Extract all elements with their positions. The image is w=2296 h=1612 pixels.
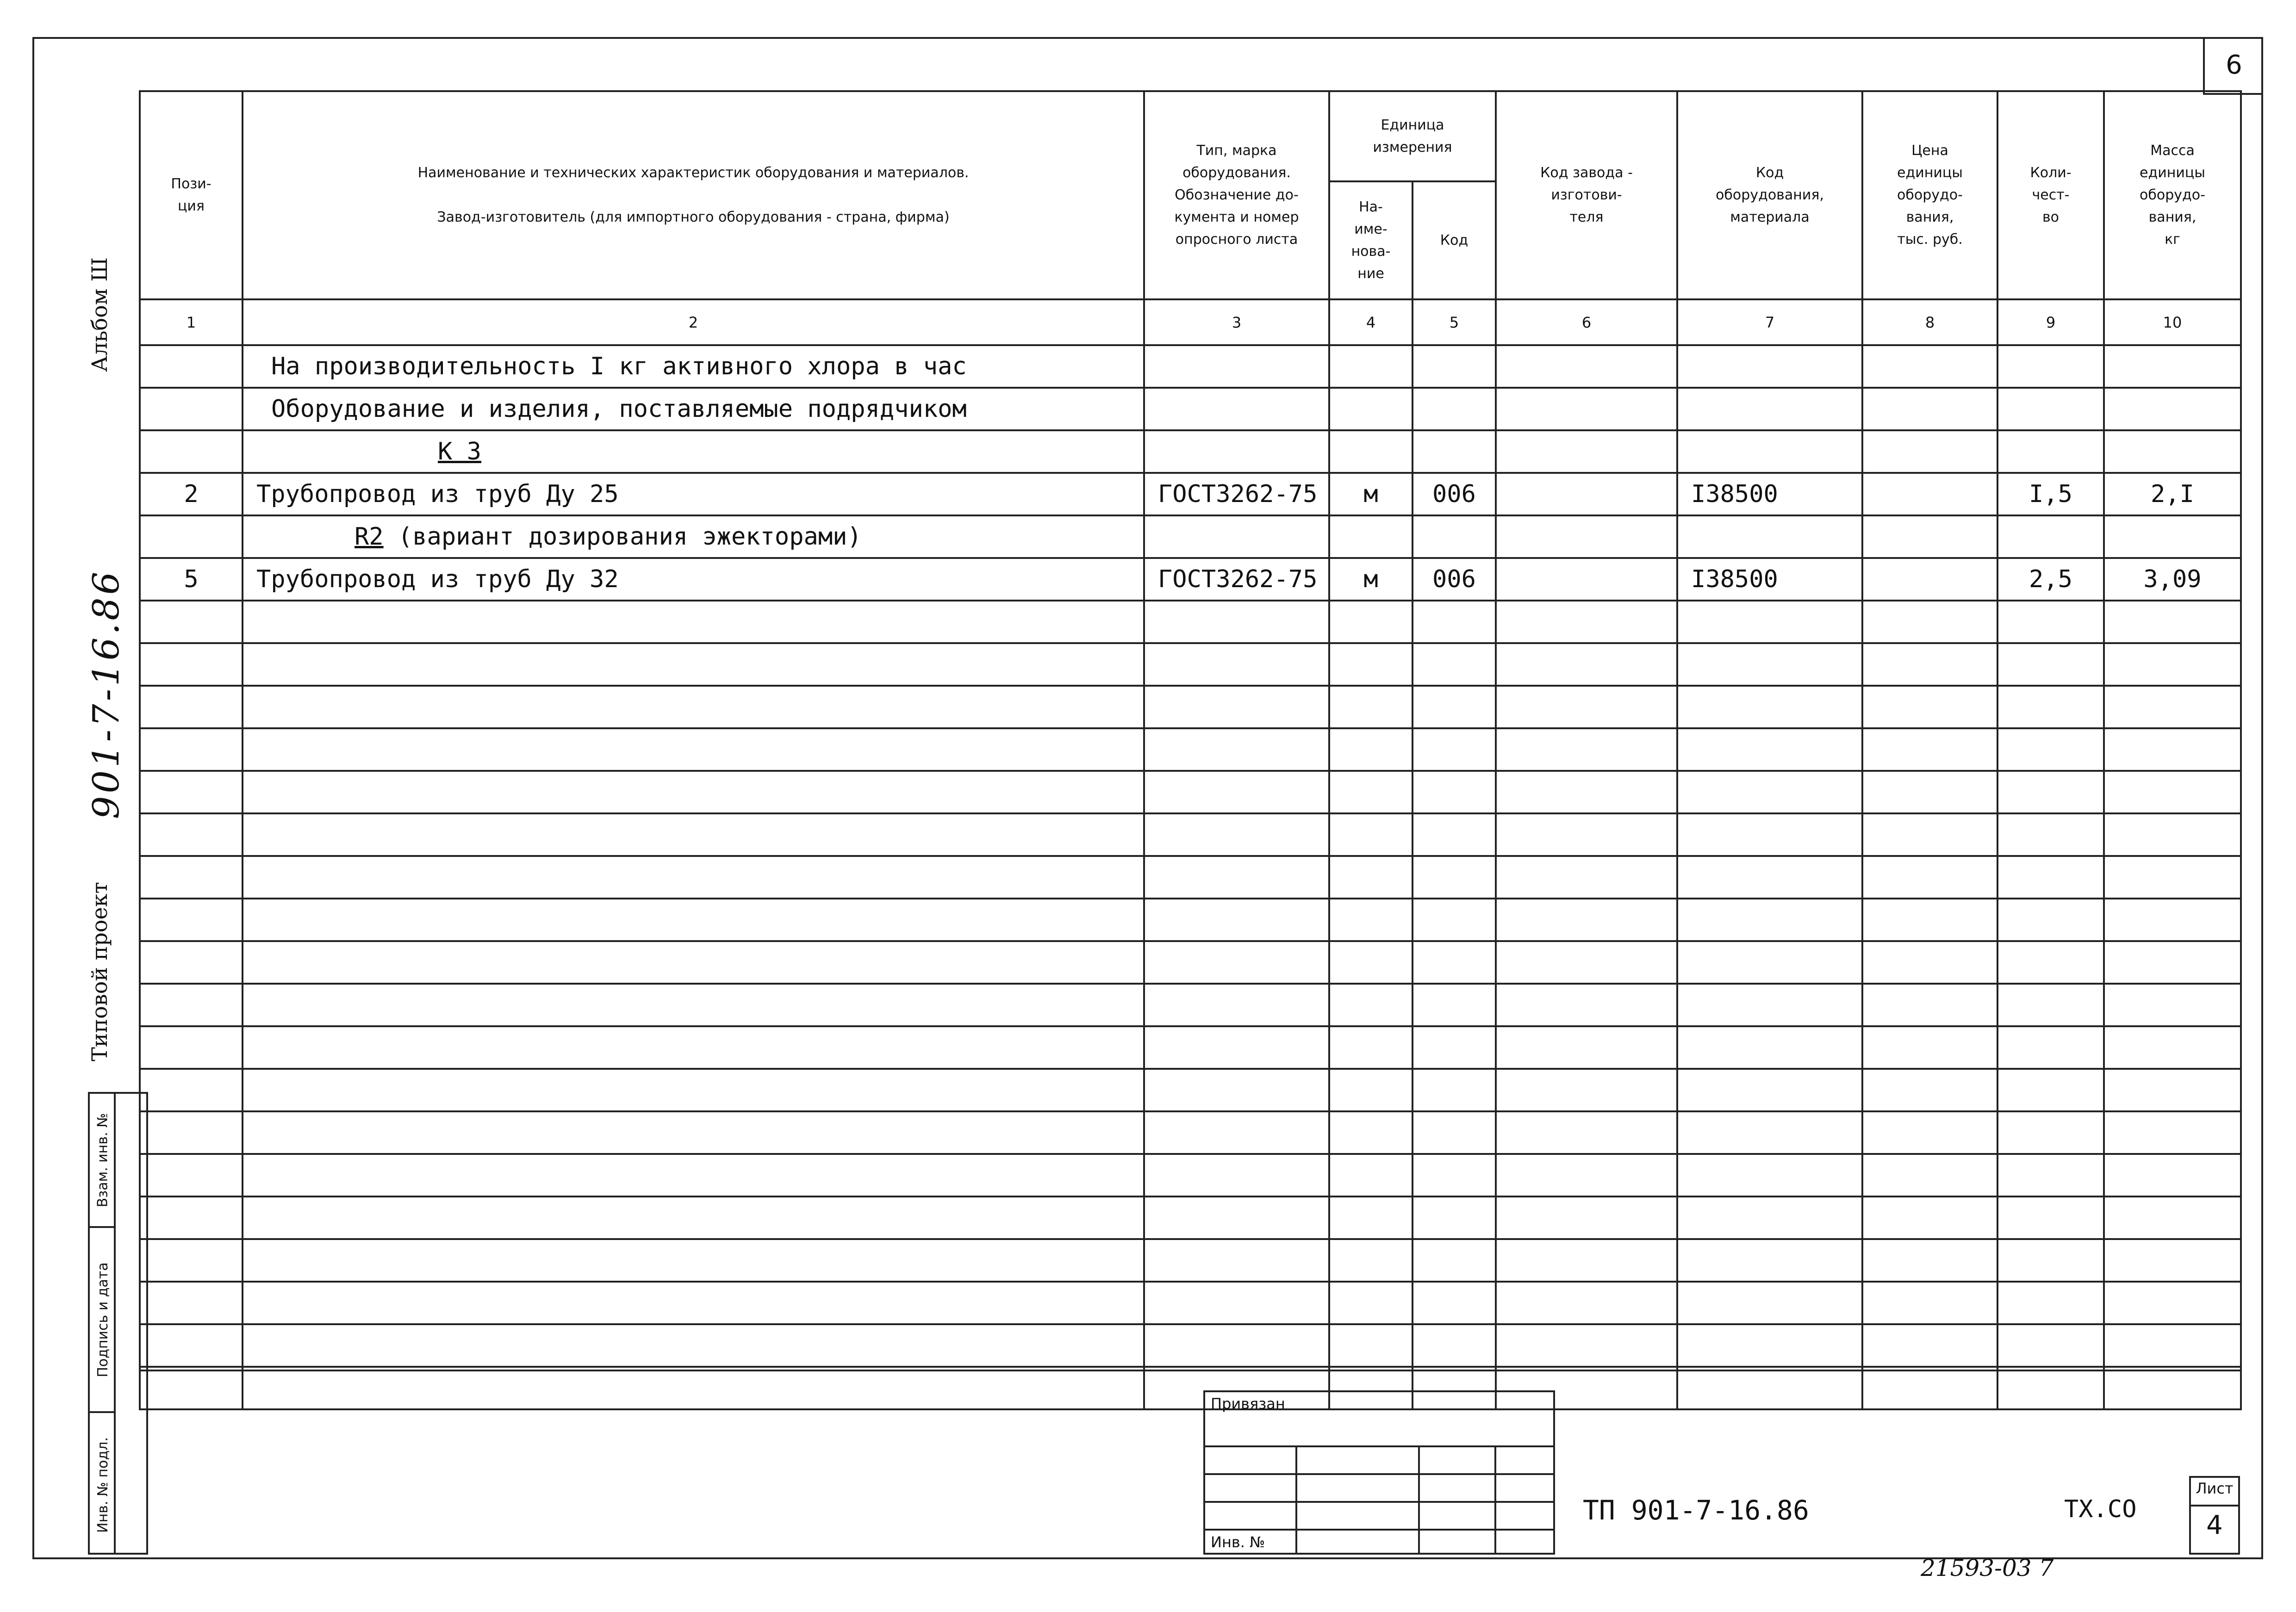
empty-row xyxy=(140,1069,2241,1111)
stamp-original-inv: Инв. № подл. xyxy=(94,1437,111,1533)
empty-row xyxy=(140,941,2241,984)
sheet-value: 4 xyxy=(2206,1510,2223,1540)
table-row: К 3 xyxy=(140,430,2241,473)
col-header-unit: Единица измерения xyxy=(1329,91,1496,181)
col-header-unit-code: Код xyxy=(1412,181,1496,299)
sheet-number: 6 xyxy=(2203,37,2263,95)
table-row: R2 (вариант дозирования эжекторами) xyxy=(140,515,2241,558)
empty-row xyxy=(140,813,2241,856)
empty-row xyxy=(140,728,2241,771)
col-header-position: Пози- ция xyxy=(140,91,243,299)
table-row: На производительность I кг активного хлора в час xyxy=(140,345,2241,388)
table-row: 2 Трубопровод из труб Ду 25 ГОСТ3262-75 м 006 I38500 I,5 2,I xyxy=(140,473,2241,515)
title-block-sheet xyxy=(2189,1476,2240,1555)
col-header-factory-code: Код завода - изготови- теля xyxy=(1496,91,1677,299)
album-label: Альбом Ш xyxy=(87,257,112,372)
col-header-type: Тип, марка оборудования. Обозначение до- кумента и номер опросного листа xyxy=(1144,91,1329,299)
approval-title: Привязан xyxy=(1211,1395,1285,1413)
project-number: 901-7-16.86 xyxy=(86,569,127,819)
approval-block xyxy=(1203,1390,1555,1555)
empty-row xyxy=(140,856,2241,899)
col-header-material-code: Код оборудования, материала xyxy=(1677,91,1862,299)
empty-row xyxy=(140,1197,2241,1239)
empty-row xyxy=(140,1367,2241,1409)
table-row: Оборудование и изделия, поставляемые подрядчиком xyxy=(140,388,2241,430)
table-bottom-border xyxy=(139,1370,2240,1371)
table-row: 5 Трубопровод из труб Ду 32 ГОСТ3262-75 м 006 I38500 2,5 3,09 xyxy=(140,558,2241,601)
title-block-code: ТП 901-7-16.86 xyxy=(1583,1494,1809,1526)
empty-row xyxy=(140,1282,2241,1324)
footer-code: 21593-03 7 xyxy=(1921,1555,2054,1581)
empty-row xyxy=(140,1026,2241,1069)
sheet-label: Лист xyxy=(2191,1480,2238,1507)
col-header-price: Цена единицы оборудо- вания, тыс. руб. xyxy=(1862,91,1997,299)
project-type-label: Типовой проект xyxy=(87,882,112,1061)
col-header-unit-name: На- име- нова- ние xyxy=(1329,181,1412,299)
col-header-name: Наименование и технических характеристик оборудования и материалов. Завод-изготовитель (для импортного оборудования - страна, фирма) xyxy=(243,91,1144,299)
empty-row xyxy=(140,1111,2241,1154)
title-block-doc-mark: ТХ.СО xyxy=(2064,1495,2137,1523)
equipment-spec-table xyxy=(139,90,2242,1410)
col-header-mass: Масса единицы оборудо- вания, кг xyxy=(2104,91,2241,299)
empty-row xyxy=(140,899,2241,941)
empty-row xyxy=(140,686,2241,728)
empty-row xyxy=(140,1154,2241,1197)
stamp-signature-date: Подпись и дата xyxy=(90,1228,116,1413)
header-row xyxy=(140,91,2241,181)
empty-row xyxy=(140,643,2241,686)
empty-row xyxy=(140,984,2241,1026)
empty-row xyxy=(140,601,2241,643)
empty-row xyxy=(140,1324,2241,1367)
stamp-replaced-inv: Взам. инв. № xyxy=(90,1094,116,1228)
empty-row xyxy=(140,1239,2241,1282)
empty-row xyxy=(140,771,2241,813)
column-number-row: 1 2 3 4 5 6 7 8 9 10 xyxy=(140,299,2241,345)
approval-inv-label: Инв. № xyxy=(1211,1533,1265,1551)
col-header-quantity: Коли- чест- во xyxy=(1997,91,2104,299)
